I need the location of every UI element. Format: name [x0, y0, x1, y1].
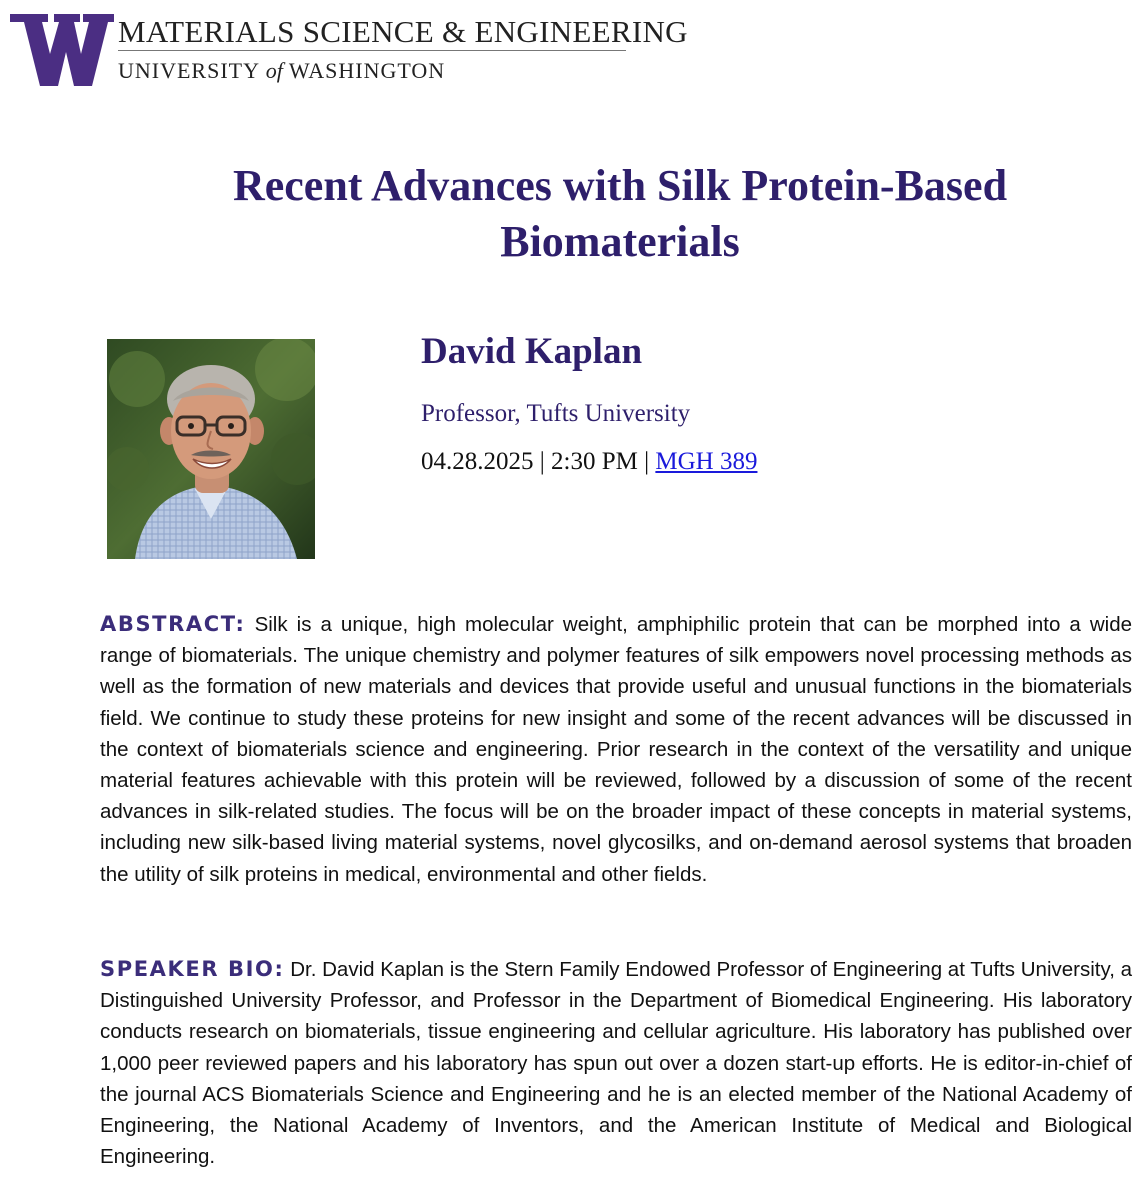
talk-title-line-1: Recent Advances with Silk Protein-Based: [232, 161, 1008, 210]
event-separator: |: [644, 448, 650, 475]
event-time: 2:30 PM: [551, 448, 638, 475]
department-header: [10, 12, 688, 87]
event-date: 04.28.2025: [421, 448, 534, 475]
speaker-name: David Kaplan: [421, 331, 643, 372]
university-name-pre: UNIVERSITY: [118, 58, 260, 83]
event-separator: |: [539, 448, 545, 475]
abstract-text: Silk is a unique, high molecular weight, amphiphilic protein that can be morphed into a wide range of biomaterials. The unique chemistry and polymer features of silk empowers novel processing methods as well as the formation of new materials and devices that provide useful and unusual functions in the biomaterials field. We continue to study these proteins for new insight and some of the recent advances will be discussed in the context of biomaterials science and engineering. Prior research in the context of the versatility and unique material features achievable with this protein will be reviewed, followed by a discussion of some of the recent advances in silk-related studies. The focus will be on the broader impact of these concepts in material systems, including new silk-based living material systems, novel glycosilks, and on-demand aerosol systems that broaden the utility of silk proteins in medical, environmental and other fields.: [100, 613, 1132, 886]
speaker-bio-label: SPEAKER BIO:: [100, 957, 285, 981]
department-name: MATERIALS SCIENCE & ENGINEERING: [118, 14, 688, 49]
university-name: [118, 58, 445, 84]
talk-title-line-2: Biomaterials: [500, 217, 740, 266]
speaker-bio-text: Dr. David Kaplan is the Stern Family Endowed Professor of Engineering at Tufts University, a Distinguished University Professor, and Professor in the Department of Biomedical Engineering. His laboratory conducts research on biomaterials, tissue engineering and cellular agriculture. His laboratory has published over 1,000 peer reviewed papers and his laboratory has spun out over a dozen start-up efforts. He is editor-in-chief of the journal ACS Biomaterials Science and Engineering and he is an elected member of the National Academy of Engineering, the National Academy of Inventors, and the American Institute of Medical and Biological Engineering.: [100, 958, 1133, 1169]
event-details: [421, 448, 757, 476]
abstract-label: ABSTRACT:: [100, 612, 246, 636]
university-name-post: WASHINGTON: [288, 58, 446, 83]
talk-title: [140, 158, 1100, 270]
university-name-of: of: [265, 58, 283, 83]
abstract-section: [100, 609, 1132, 890]
event-location-link[interactable]: MGH 389: [655, 448, 758, 475]
speaker-bio-section: [100, 954, 1132, 1172]
header-divider: [118, 50, 626, 51]
speaker-affiliation: Professor, Tufts University: [421, 400, 691, 427]
speaker-portrait-icon: [107, 339, 315, 559]
uw-w-logo-icon: [10, 14, 114, 86]
